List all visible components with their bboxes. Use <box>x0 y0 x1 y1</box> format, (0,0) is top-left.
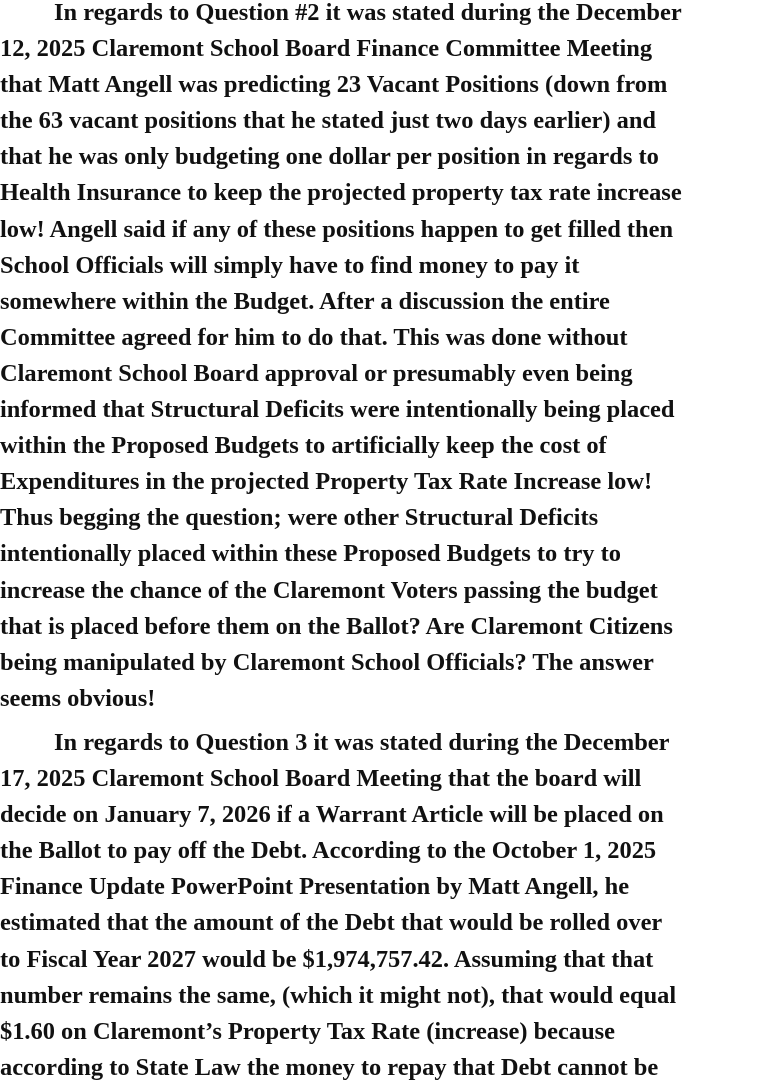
text-line: 17, 2025 Claremont School Board Meeting that the board will <box>0 765 642 793</box>
text-line: Thus begging the question; were other Structural Deficits <box>0 504 599 532</box>
text-line: that is placed before them on the Ballot? Are Claremont Citizens <box>0 612 673 640</box>
text-line: increase the chance of the Claremont Voters passing the budget <box>0 576 658 604</box>
text-line: seems obvious! <box>0 684 156 712</box>
text-line: In regards to Question #2 it was stated during the December <box>54 0 682 26</box>
text-line: Health Insurance to keep the projected property tax rate increase <box>0 179 682 207</box>
text-line: being manipulated by Claremont School Officials? The answer <box>0 648 654 676</box>
text-line: School Officials will simply have to find money to pay it <box>0 251 580 279</box>
text-line: estimated that the amount of the Debt that would be rolled over <box>0 909 663 937</box>
text-line: the 63 vacant positions that he stated just two days earlier) and <box>0 107 656 135</box>
text-line: within the Proposed Budgets to artificially keep the cost of <box>0 432 607 460</box>
text-line: informed that Structural Deficits were intentionally being placed <box>0 396 675 424</box>
text-line: that Matt Angell was predicting 23 Vacant Positions (down from <box>0 71 668 99</box>
text-line: $1.60 on Claremont’s Property Tax Rate (increase) because <box>0 1017 615 1045</box>
paragraph-question-3 <box>0 725 759 1080</box>
text-line: Claremont School Board approval or presumably even being <box>0 359 633 387</box>
text-line: 12, 2025 Claremont School Board Finance Committee Meeting <box>0 35 653 63</box>
text-line: decide on January 7, 2026 if a Warrant Article will be placed on <box>0 801 664 829</box>
text-line: that he was only budgeting one dollar per position in regards to <box>0 143 659 171</box>
text-line: the Ballot to pay off the Debt. According to the October 1, 2025 <box>0 837 657 865</box>
text-line: low! Angell said if any of these positions happen to get filled then <box>0 215 674 243</box>
text-line: to Fiscal Year 2027 would be $1,974,757.42. Assuming that that <box>0 945 654 973</box>
text-line: according to State Law the money to repay that Debt cannot be <box>0 1053 659 1080</box>
text-line: number remains the same, (which it might not), that would equal <box>0 981 677 1009</box>
text-line: somewhere within the Budget. After a discussion the entire <box>0 287 610 315</box>
text-line: Finance Update PowerPoint Presentation by Matt Angell, he <box>0 873 630 901</box>
text-line: Committee agreed for him to do that. This was done without <box>0 323 628 351</box>
text-line: Expenditures in the projected Property Tax Rate Increase low! <box>0 468 653 496</box>
text-line: In regards to Question 3 it was stated during the December <box>54 729 670 756</box>
text-line: intentionally placed within these Proposed Budgets to try to <box>0 540 621 568</box>
